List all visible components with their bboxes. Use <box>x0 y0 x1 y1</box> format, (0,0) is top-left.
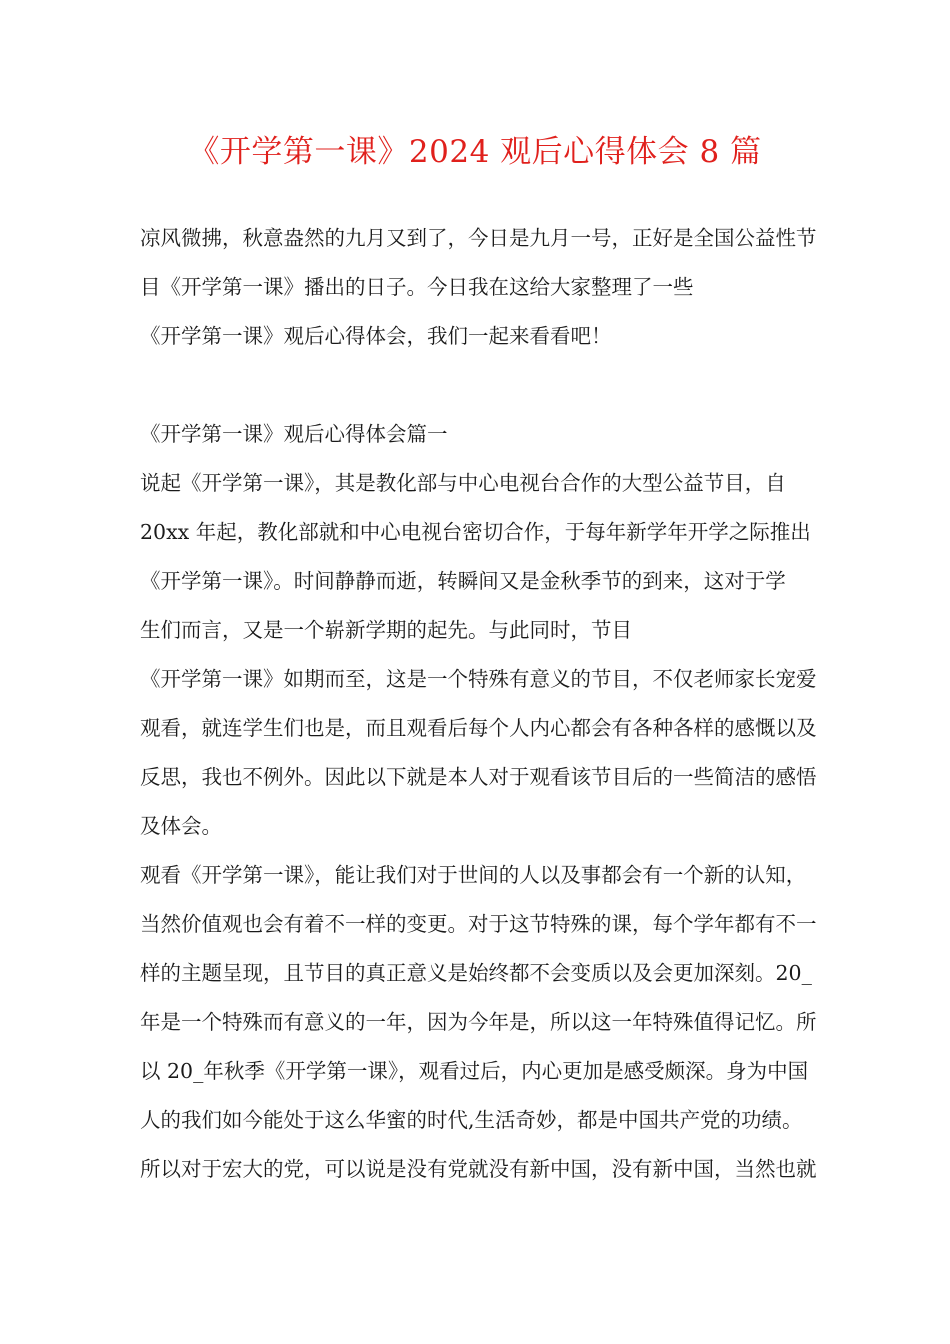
paragraph-line: 以 20_年秋季《开学第一课》，观看过后，内心更加是感受颇深。身为中国 <box>140 1059 809 1083</box>
paragraph-line: 人的我们如今能处于这么华蜜的时代,生活奇妙，都是中国共产党的功绩。 <box>140 1108 803 1132</box>
blank-line <box>140 361 820 410</box>
paragraph-line: 说起《开学第一课》，其是教化部与中心电视台合作的大型公益节目，自 <box>140 471 786 495</box>
paragraph-line: 生们而言，又是一个崭新学期的起先。与此同时，节目 <box>140 618 632 642</box>
paragraph-line: 目《开学第一课》播出的日子。今日我在这给大家整理了一些 <box>140 275 694 299</box>
paragraph-line: 《开学第一课》观后心得体会，我们一起来看看吧！ <box>140 324 612 348</box>
paragraph-line: 所以对于宏大的党，可以说是没有党就没有新中国，没有新中国，当然也就 <box>140 1157 817 1181</box>
paragraph-line: 样的主题呈现，且节目的真正意义是始终都不会变质以及会更加深刻。20_ <box>140 961 812 985</box>
paragraph-line: 观看，就连学生们也是，而且观看后每个人内心都会有各种各样的感慨以及 <box>140 716 817 740</box>
paragraph-line: 反思，我也不例外。因此以下就是本人对于观看该节目后的一些简洁的感悟 <box>140 765 817 789</box>
paragraph-line: 《开学第一课》。时间静静而逝，转瞬间又是金秋季节的到来，这对于学 <box>140 569 786 593</box>
paragraph-line: 年是一个特殊而有意义的一年，因为今年是，所以这一年特殊值得记忆。所 <box>140 1010 817 1034</box>
paragraph-line: 及体会。 <box>140 814 222 838</box>
document-body <box>140 214 820 1194</box>
section-heading: 《开学第一课》观后心得体会篇一 <box>140 422 448 446</box>
paragraph-line: 20xx 年起，教化部就和中心电视台密切合作，于每年新学年开学之际推出 <box>140 520 811 544</box>
document-title: 《开学第一课》2024 观后心得体会 8 篇 <box>188 134 762 170</box>
paragraph-line: 观看《开学第一课》，能让我们对于世间的人以及事都会有一个新的认知， <box>140 863 807 887</box>
paragraph-line: 凉风微拂，秋意盎然的九月又到了，今日是九月一号，正好是全国公益性节 <box>140 226 817 250</box>
paragraph-line: 当然价值观也会有着不一样的变更。对于这节特殊的课，每个学年都有不一 <box>140 912 817 936</box>
paragraph-line: 《开学第一课》如期而至，这是一个特殊有意义的节目，不仅老师家长宠爱 <box>140 667 817 691</box>
